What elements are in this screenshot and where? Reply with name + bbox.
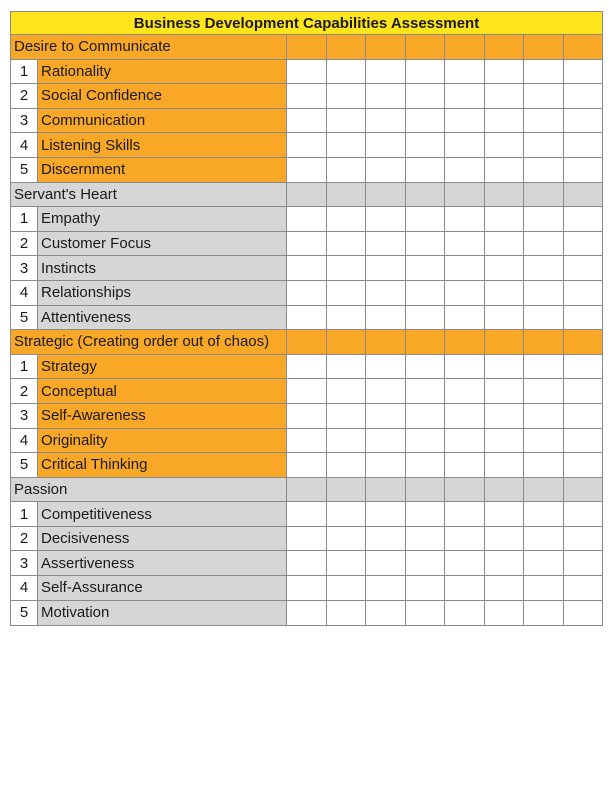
score-cell[interactable] <box>406 256 446 280</box>
item-label: Attentiveness <box>38 306 287 330</box>
item-number: 2 <box>11 379 38 403</box>
score-cell[interactable] <box>524 158 564 182</box>
item-number: 3 <box>11 551 38 575</box>
section-header-score-cell <box>564 183 603 207</box>
score-cell[interactable] <box>327 109 367 133</box>
score-cell[interactable] <box>564 576 603 600</box>
score-cell[interactable] <box>287 601 327 626</box>
score-cell[interactable] <box>445 527 485 551</box>
score-cell[interactable] <box>406 355 446 379</box>
score-cell[interactable] <box>287 551 327 575</box>
score-cell[interactable] <box>485 601 525 626</box>
item-label: Communication <box>38 109 287 133</box>
section-header-score-cell <box>485 35 525 59</box>
score-cell[interactable] <box>327 355 367 379</box>
section-header-score-cell <box>524 330 564 354</box>
score-cell[interactable] <box>406 502 446 526</box>
score-cell[interactable] <box>485 281 525 305</box>
section-header-score-cell <box>445 183 485 207</box>
item-label: Critical Thinking <box>38 453 287 477</box>
score-cell[interactable] <box>524 306 564 330</box>
item-label: Customer Focus <box>38 232 287 256</box>
score-cell[interactable] <box>327 281 367 305</box>
section-header-score-cell <box>564 478 603 502</box>
item-label: Listening Skills <box>38 133 287 157</box>
score-cell[interactable] <box>445 404 485 428</box>
item-label: Empathy <box>38 207 287 231</box>
score-cell[interactable] <box>327 232 367 256</box>
score-cell[interactable] <box>287 355 327 379</box>
section-header-score-cell <box>327 330 367 354</box>
score-cell[interactable] <box>327 404 367 428</box>
score-cell[interactable] <box>564 453 603 477</box>
table-row <box>11 453 602 478</box>
item-number: 5 <box>11 306 38 330</box>
score-cell[interactable] <box>366 601 406 626</box>
section-header-score-cell <box>445 478 485 502</box>
score-cell[interactable] <box>445 158 485 182</box>
score-cell[interactable] <box>287 527 327 551</box>
item-number: 4 <box>11 576 38 600</box>
section-header-score-cell <box>327 35 367 59</box>
score-cell[interactable] <box>287 60 327 84</box>
item-number: 4 <box>11 281 38 305</box>
section-header-score-cell <box>366 330 406 354</box>
score-cell[interactable] <box>366 232 406 256</box>
score-cell[interactable] <box>327 453 367 477</box>
score-cell[interactable] <box>327 207 367 231</box>
assessment-table <box>10 11 603 626</box>
score-cell[interactable] <box>485 207 525 231</box>
score-cell[interactable] <box>524 453 564 477</box>
table-row <box>11 256 602 281</box>
score-cell[interactable] <box>287 158 327 182</box>
item-label: Social Confidence <box>38 84 287 108</box>
section-header-score-cell <box>485 478 525 502</box>
section-header-score-cell <box>485 330 525 354</box>
section-header-score-cell <box>485 183 525 207</box>
score-cell[interactable] <box>406 551 446 575</box>
score-cell[interactable] <box>445 109 485 133</box>
table-row <box>11 306 602 331</box>
score-cell[interactable] <box>327 306 367 330</box>
score-cell[interactable] <box>564 84 603 108</box>
score-cell[interactable] <box>327 133 367 157</box>
item-number: 1 <box>11 502 38 526</box>
score-cell[interactable] <box>366 133 406 157</box>
score-cell[interactable] <box>366 379 406 403</box>
score-cell[interactable] <box>524 232 564 256</box>
section-header-score-cell <box>524 35 564 59</box>
score-cell[interactable] <box>366 404 406 428</box>
table-row <box>11 109 602 134</box>
score-cell[interactable] <box>485 429 525 453</box>
score-cell[interactable] <box>564 379 603 403</box>
score-cell[interactable] <box>485 109 525 133</box>
item-label: Self-Assurance <box>38 576 287 600</box>
item-label: Rationality <box>38 60 287 84</box>
section-header-score-cell <box>287 35 327 59</box>
score-cell[interactable] <box>287 232 327 256</box>
score-cell[interactable] <box>406 527 446 551</box>
section-header-score-cell <box>287 330 327 354</box>
score-cell[interactable] <box>485 306 525 330</box>
item-label: Decisiveness <box>38 527 287 551</box>
score-cell[interactable] <box>366 355 406 379</box>
table-row <box>11 576 602 601</box>
score-cell[interactable] <box>366 256 406 280</box>
score-cell[interactable] <box>366 429 406 453</box>
item-label: Assertiveness <box>38 551 287 575</box>
score-cell[interactable] <box>287 281 327 305</box>
score-cell[interactable] <box>287 256 327 280</box>
section-title: Servant's Heart <box>11 183 287 207</box>
score-cell[interactable] <box>485 502 525 526</box>
section-header-score-cell <box>366 183 406 207</box>
item-number: 5 <box>11 158 38 182</box>
score-cell[interactable] <box>406 133 446 157</box>
item-number: 1 <box>11 355 38 379</box>
score-cell[interactable] <box>287 84 327 108</box>
score-cell[interactable] <box>524 256 564 280</box>
score-cell[interactable] <box>445 232 485 256</box>
item-label: Originality <box>38 429 287 453</box>
item-number: 3 <box>11 404 38 428</box>
score-cell[interactable] <box>524 281 564 305</box>
table-row <box>11 502 602 527</box>
score-cell[interactable] <box>327 502 367 526</box>
score-cell[interactable] <box>287 109 327 133</box>
table-row <box>11 527 602 552</box>
section-header-row <box>11 330 602 355</box>
score-cell[interactable] <box>327 527 367 551</box>
score-cell[interactable] <box>485 60 525 84</box>
score-cell[interactable] <box>524 84 564 108</box>
score-cell[interactable] <box>287 133 327 157</box>
table-row <box>11 133 602 158</box>
table-row <box>11 404 602 429</box>
score-cell[interactable] <box>485 158 525 182</box>
score-cell[interactable] <box>524 429 564 453</box>
score-cell[interactable] <box>445 429 485 453</box>
score-cell[interactable] <box>445 453 485 477</box>
score-cell[interactable] <box>485 232 525 256</box>
table-row <box>11 60 602 85</box>
score-cell[interactable] <box>445 601 485 626</box>
item-label: Self-Awareness <box>38 404 287 428</box>
score-cell[interactable] <box>524 527 564 551</box>
score-cell[interactable] <box>485 84 525 108</box>
score-cell[interactable] <box>366 527 406 551</box>
score-cell[interactable] <box>564 306 603 330</box>
item-label: Discernment <box>38 158 287 182</box>
item-number: 2 <box>11 527 38 551</box>
score-cell[interactable] <box>287 404 327 428</box>
score-cell[interactable] <box>564 404 603 428</box>
score-cell[interactable] <box>564 207 603 231</box>
score-cell[interactable] <box>445 84 485 108</box>
score-cell[interactable] <box>564 551 603 575</box>
score-cell[interactable] <box>445 207 485 231</box>
score-cell[interactable] <box>327 601 367 626</box>
score-cell[interactable] <box>564 109 603 133</box>
score-cell[interactable] <box>287 429 327 453</box>
item-number: 3 <box>11 256 38 280</box>
score-cell[interactable] <box>406 453 446 477</box>
score-cell[interactable] <box>445 60 485 84</box>
score-cell[interactable] <box>327 551 367 575</box>
item-label: Strategy <box>38 355 287 379</box>
score-cell[interactable] <box>366 306 406 330</box>
section-header-score-cell <box>406 330 446 354</box>
score-cell[interactable] <box>366 60 406 84</box>
score-cell[interactable] <box>485 404 525 428</box>
section-title: Desire to Communicate <box>11 35 287 59</box>
section-header-score-cell <box>327 183 367 207</box>
score-cell[interactable] <box>327 158 367 182</box>
score-cell[interactable] <box>327 429 367 453</box>
item-number: 1 <box>11 60 38 84</box>
item-label: Competitiveness <box>38 502 287 526</box>
score-cell[interactable] <box>445 551 485 575</box>
score-cell[interactable] <box>485 527 525 551</box>
section-header-score-cell <box>287 478 327 502</box>
score-cell[interactable] <box>406 232 446 256</box>
score-cell[interactable] <box>445 379 485 403</box>
score-cell[interactable] <box>366 453 406 477</box>
score-cell[interactable] <box>406 207 446 231</box>
score-cell[interactable] <box>485 453 525 477</box>
score-cell[interactable] <box>406 429 446 453</box>
score-cell[interactable] <box>485 551 525 575</box>
table-row <box>11 379 602 404</box>
section-header-score-cell <box>366 35 406 59</box>
item-number: 2 <box>11 232 38 256</box>
score-cell[interactable] <box>366 207 406 231</box>
item-label: Conceptual <box>38 379 287 403</box>
score-cell[interactable] <box>287 379 327 403</box>
table-row <box>11 281 602 306</box>
score-cell[interactable] <box>564 527 603 551</box>
section-title: Passion <box>11 478 287 502</box>
item-number: 4 <box>11 133 38 157</box>
score-cell[interactable] <box>524 133 564 157</box>
table-row <box>11 158 602 183</box>
score-cell[interactable] <box>485 379 525 403</box>
score-cell[interactable] <box>524 551 564 575</box>
score-cell[interactable] <box>485 355 525 379</box>
section-header-score-cell <box>524 183 564 207</box>
section-header-row <box>11 35 602 60</box>
score-cell[interactable] <box>287 502 327 526</box>
score-cell[interactable] <box>287 453 327 477</box>
score-cell[interactable] <box>564 601 603 626</box>
item-number: 5 <box>11 601 38 626</box>
score-cell[interactable] <box>564 429 603 453</box>
section-header-score-cell <box>564 330 603 354</box>
score-cell[interactable] <box>327 60 367 84</box>
score-cell[interactable] <box>406 576 446 600</box>
score-cell[interactable] <box>564 232 603 256</box>
score-cell[interactable] <box>406 601 446 626</box>
score-cell[interactable] <box>406 379 446 403</box>
score-cell[interactable] <box>524 379 564 403</box>
score-cell[interactable] <box>287 207 327 231</box>
score-cell[interactable] <box>366 84 406 108</box>
table-body <box>11 35 602 625</box>
item-number: 5 <box>11 453 38 477</box>
score-cell[interactable] <box>406 281 446 305</box>
table-row <box>11 207 602 232</box>
score-cell[interactable] <box>366 576 406 600</box>
score-cell[interactable] <box>327 84 367 108</box>
score-cell[interactable] <box>524 404 564 428</box>
score-cell[interactable] <box>564 281 603 305</box>
score-cell[interactable] <box>445 502 485 526</box>
score-cell[interactable] <box>406 404 446 428</box>
table-row <box>11 232 602 257</box>
table-title: Business Development Capabilities Assessment <box>11 11 602 35</box>
item-number: 2 <box>11 84 38 108</box>
score-cell[interactable] <box>287 576 327 600</box>
section-header-score-cell <box>327 478 367 502</box>
table-row <box>11 429 602 454</box>
item-number: 1 <box>11 207 38 231</box>
score-cell[interactable] <box>564 256 603 280</box>
section-header-score-cell <box>406 35 446 59</box>
item-label: Instincts <box>38 256 287 280</box>
section-title: Strategic (Creating order out of chaos) <box>11 330 287 354</box>
section-header-score-cell <box>366 478 406 502</box>
table-row <box>11 601 602 626</box>
score-cell[interactable] <box>524 109 564 133</box>
score-cell[interactable] <box>366 109 406 133</box>
section-header-score-cell <box>445 35 485 59</box>
item-number: 4 <box>11 429 38 453</box>
score-cell[interactable] <box>366 502 406 526</box>
score-cell[interactable] <box>524 576 564 600</box>
score-cell[interactable] <box>524 502 564 526</box>
score-cell[interactable] <box>287 306 327 330</box>
score-cell[interactable] <box>327 379 367 403</box>
section-header-score-cell <box>406 478 446 502</box>
score-cell[interactable] <box>445 133 485 157</box>
score-cell[interactable] <box>445 306 485 330</box>
section-header-score-cell <box>564 35 603 59</box>
score-cell[interactable] <box>406 60 446 84</box>
score-cell[interactable] <box>524 601 564 626</box>
section-header-row <box>11 478 602 503</box>
score-cell[interactable] <box>366 281 406 305</box>
score-cell[interactable] <box>406 306 446 330</box>
section-header-score-cell <box>406 183 446 207</box>
score-cell[interactable] <box>485 576 525 600</box>
score-cell[interactable] <box>564 60 603 84</box>
item-label: Motivation <box>38 601 287 626</box>
section-header-score-cell <box>524 478 564 502</box>
score-cell[interactable] <box>327 576 367 600</box>
section-header-score-cell <box>287 183 327 207</box>
score-cell[interactable] <box>366 551 406 575</box>
item-number: 3 <box>11 109 38 133</box>
section-header-score-cell <box>445 330 485 354</box>
score-cell[interactable] <box>327 256 367 280</box>
score-cell[interactable] <box>524 60 564 84</box>
score-cell[interactable] <box>366 158 406 182</box>
item-label: Relationships <box>38 281 287 305</box>
table-row <box>11 551 602 576</box>
score-cell[interactable] <box>564 158 603 182</box>
score-cell[interactable] <box>445 355 485 379</box>
score-cell[interactable] <box>485 256 525 280</box>
table-row <box>11 84 602 109</box>
score-cell[interactable] <box>524 207 564 231</box>
score-cell[interactable] <box>406 158 446 182</box>
score-cell[interactable] <box>445 281 485 305</box>
score-cell[interactable] <box>564 502 603 526</box>
score-cell[interactable] <box>564 355 603 379</box>
score-cell[interactable] <box>445 256 485 280</box>
score-cell[interactable] <box>445 576 485 600</box>
score-cell[interactable] <box>406 84 446 108</box>
score-cell[interactable] <box>406 109 446 133</box>
table-row <box>11 355 602 380</box>
score-cell[interactable] <box>564 133 603 157</box>
score-cell[interactable] <box>485 133 525 157</box>
section-header-row <box>11 183 602 208</box>
score-cell[interactable] <box>524 355 564 379</box>
